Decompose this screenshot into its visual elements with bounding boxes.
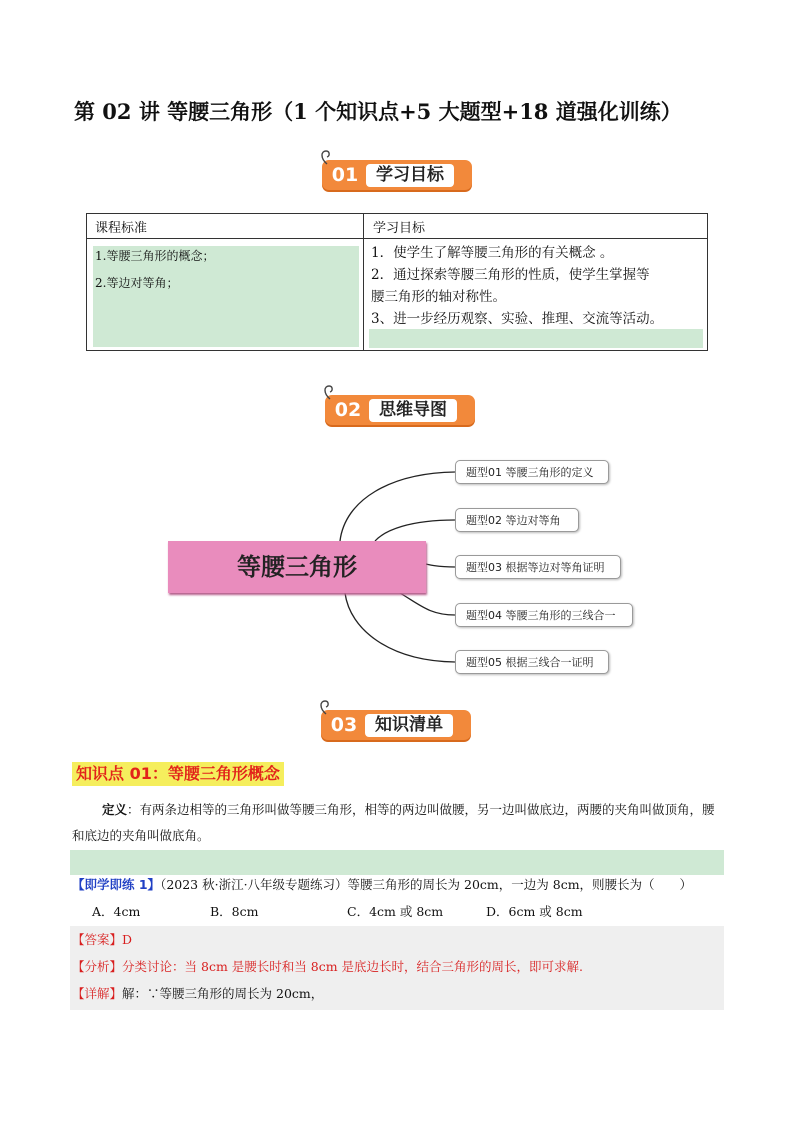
knowledge-point-title: 知识点 01：等腰三角形概念 — [72, 762, 284, 786]
header-learning-goal: 学习目标 — [373, 221, 426, 236]
mindmap-node-5: 题型05 根据三线合一证明 — [455, 650, 609, 674]
option-d: D．6cm 或 8cm — [486, 904, 583, 919]
definition-label: 定义 — [102, 802, 128, 817]
goal-item: 1．使学生了解等腰三角形的有关概念 。 — [371, 245, 614, 261]
section-badge-03 — [321, 702, 471, 738]
mindmap-center: 等腰三角形 — [168, 541, 426, 593]
answer-tag: 【答案】 — [72, 932, 123, 947]
mindmap-node-4: 题型04 等腰三角形的三线合一 — [455, 603, 633, 627]
section-number: 03 — [330, 714, 358, 736]
goal-item: 3、进一步经历观察、实验、推理、交流等活动。 — [371, 311, 664, 327]
detail-line — [72, 984, 323, 1004]
exercise-source: （2023 秋·浙江·八年级专题练习） — [160, 877, 348, 892]
exercise-question-text: 等腰三角形的周长为 20cm，一边为 8cm，则腰长为（ ） — [347, 877, 693, 892]
standard-item: 1.等腰三角形的概念； — [95, 249, 215, 263]
mindmap-node-3: 题型03 根据等边对等角证明 — [455, 555, 621, 579]
page-title: 第 02 讲 等腰三角形（1 个知识点+5 大题型+18 道强化训练） — [74, 99, 682, 124]
goal-item: 2．通过探索等腰三角形的性质，使学生掌握等 — [371, 267, 650, 283]
section-label: 学习目标 — [366, 164, 454, 187]
option-c: C．4cm 或 8cm — [347, 904, 444, 919]
section-label: 知识清单 — [365, 714, 453, 737]
header-course-standard: 课程标准 — [95, 221, 148, 236]
section-label: 思维导图 — [369, 399, 457, 422]
detail-tag: 【详解】 — [72, 986, 123, 1001]
exercise-question — [72, 875, 732, 895]
mindmap-node-2: 题型02 等边对等角 — [455, 508, 579, 532]
section-number: 01 — [331, 164, 359, 186]
analysis-tag: 【分析】 — [72, 959, 123, 974]
definition-highlight — [70, 850, 724, 875]
exercise-tag: 【即学即练 1】 — [72, 877, 161, 892]
detail-text: 解：∵等腰三角形的周长为 20cm， — [122, 986, 324, 1001]
analysis-text: 分类讨论：当 8cm 是腰长时和当 8cm 是底边长时，结合三角形的周长，即可求解. — [122, 959, 583, 974]
paperclip-icon — [317, 698, 335, 716]
definition-paragraph — [72, 797, 724, 849]
analysis-line — [72, 957, 583, 977]
goal-item: 腰三角形的轴对称性。 — [371, 289, 506, 305]
mindmap-node-1: 题型01 等腰三角形的定义 — [455, 460, 609, 484]
section-number: 02 — [334, 399, 362, 421]
answer-line — [72, 930, 132, 950]
option-b: B．8cm — [210, 904, 259, 919]
definition-text: ：有两条边相等的三角形叫做等腰三角形，相等的两边叫做腰，另一边叫做底边，两腰的夹角叫做顶角，腰和底边的夹角叫做底角。 — [72, 802, 715, 843]
option-a: A．4cm — [92, 904, 141, 919]
answer-value: D — [122, 932, 133, 947]
standard-item: 2.等边对等角； — [95, 276, 179, 290]
